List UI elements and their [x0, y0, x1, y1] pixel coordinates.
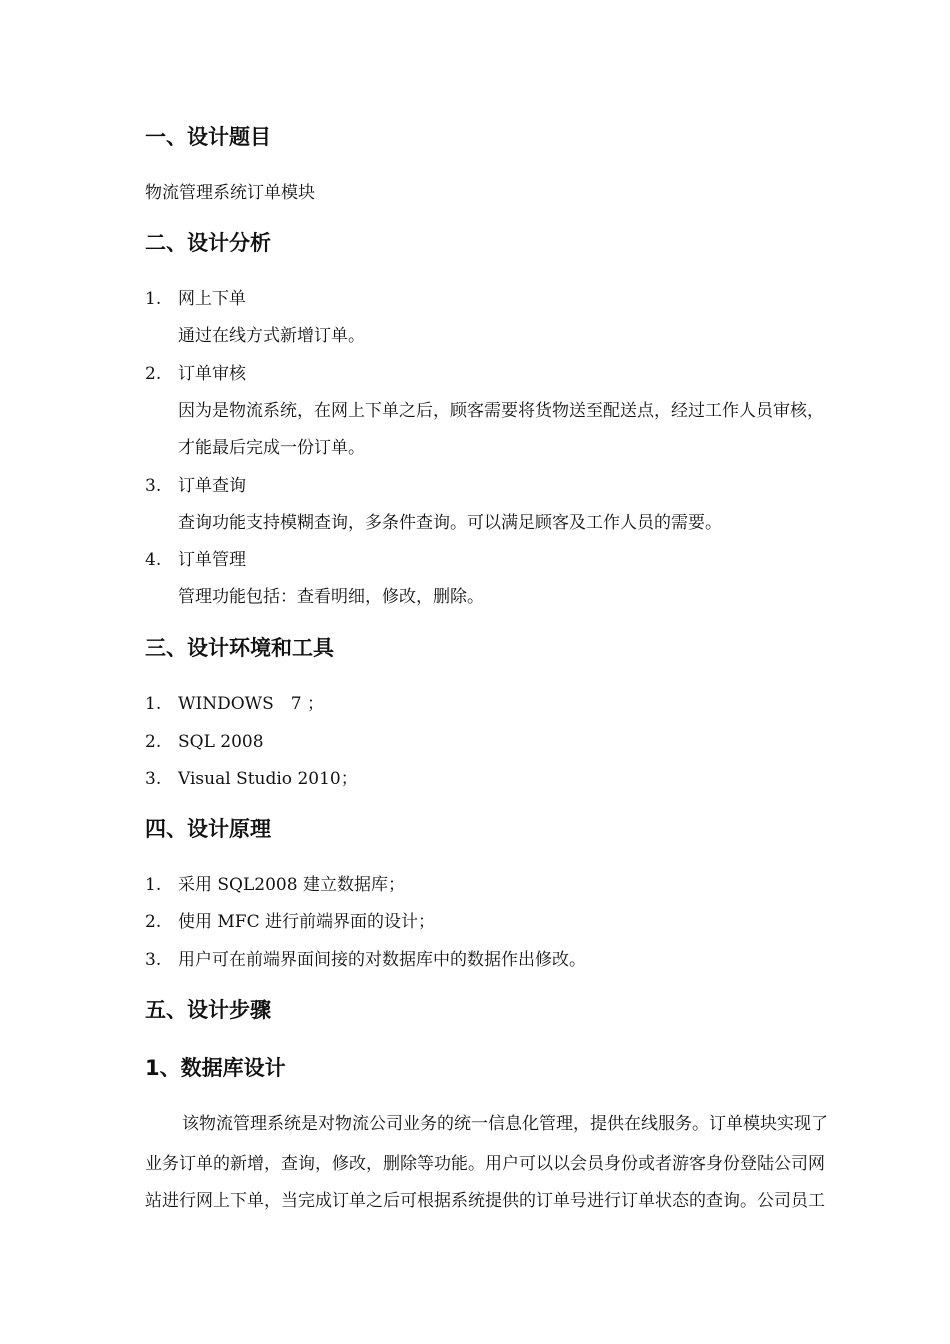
list-number: 1.: [145, 289, 162, 309]
section-heading-design-principle: 四、设计原理: [145, 817, 271, 841]
paragraph-line: 该物流管理系统是对物流公司业务的统一信息化管理，提供在线服务。订单模块实现了: [182, 1114, 828, 1134]
paragraph-line: 站进行网上下单，当完成订单之后可根据系统提供的订单号进行订单状态的查询。公司员工: [145, 1191, 825, 1211]
list-number: 1.: [145, 694, 162, 714]
list-item-text: 采用 SQL2008 建立数据库；: [178, 875, 405, 895]
list-item-text: SQL 2008: [178, 732, 264, 752]
list-item-title: 订单审核: [178, 364, 246, 384]
list-number: 3.: [145, 769, 162, 789]
section-heading-environment-tools: 三、设计环境和工具: [145, 636, 334, 660]
list-item-text: 使用 MFC 进行前端界面的设计；: [178, 912, 436, 932]
list-number: 2.: [145, 912, 162, 932]
design-topic-text: 物流管理系统订单模块: [145, 183, 315, 203]
list-item-text: 用户可在前端界面间接的对数据库中的数据作出修改。: [178, 950, 586, 970]
list-number: 2.: [145, 732, 162, 752]
section-heading-design-topic: 一、设计题目: [145, 125, 271, 149]
list-item-desc: 才能最后完成一份订单。: [178, 438, 365, 458]
list-number: 3.: [145, 950, 162, 970]
section-heading-design-analysis: 二、设计分析: [145, 231, 271, 255]
list-item-title: 网上下单: [178, 289, 246, 309]
list-item-title: 订单管理: [178, 550, 246, 570]
list-item-desc: 查询功能支持模糊查询，多条件查询。可以满足顾客及工作人员的需要。: [178, 513, 722, 533]
list-item-desc: 管理功能包括：查看明细，修改，删除。: [178, 587, 484, 607]
sub-heading-database-design: 1、数据库设计: [145, 1056, 286, 1080]
list-item-desc: 通过在线方式新增订单。: [178, 326, 365, 346]
paragraph-line: 业务订单的新增，查询，修改，删除等功能。用户可以以会员身份或者游客身份登陆公司网: [145, 1154, 825, 1174]
section-heading-design-steps: 五、设计步骤: [145, 998, 271, 1022]
list-number: 4.: [145, 550, 162, 570]
list-item-title: 订单查询: [178, 476, 246, 496]
list-number: 3.: [145, 476, 162, 496]
list-item-text: Visual Studio 2010；: [178, 769, 358, 789]
list-item-desc: 因为是物流系统，在网上下单之后，顾客需要将货物送至配送点，经过工作人员审核，: [178, 401, 824, 421]
list-number: 2.: [145, 364, 162, 384]
list-item-text: WINDOWS 7 ；: [178, 694, 324, 714]
list-number: 1.: [145, 875, 162, 895]
